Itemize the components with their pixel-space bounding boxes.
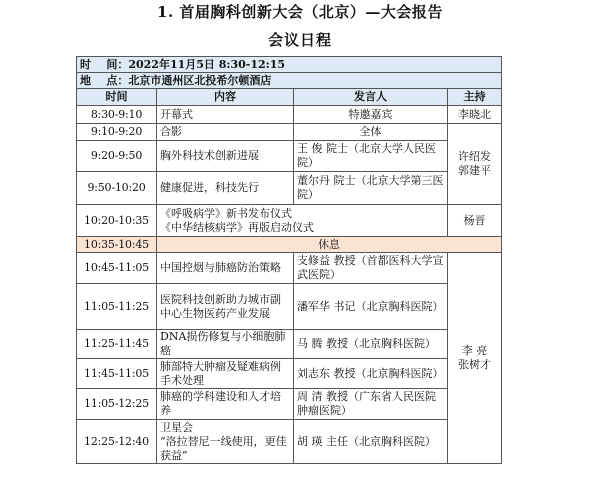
column-header-time: 时间	[77, 89, 157, 106]
table-row	[77, 172, 502, 205]
header-row	[77, 89, 502, 106]
speaker-cell: 董尔丹 院士（北京大学第三医院）	[294, 172, 448, 205]
host-cell: 李 亮 张树才	[448, 253, 502, 464]
time-cell: 8:30-9:10	[77, 106, 157, 124]
table-row	[77, 141, 502, 172]
content-cell: 健康促进，科技先行	[157, 172, 294, 205]
column-header-speaker: 发言人	[294, 89, 448, 106]
time-cell: 11:45-11:05	[77, 359, 157, 389]
speaker-cell: 刘志东 教授（北京胸科医院）	[294, 359, 448, 389]
time-cell: 10:45-11:05	[77, 253, 157, 284]
break-row	[77, 237, 502, 253]
speaker-cell: 潘军华 书记（北京胸科医院）	[294, 284, 448, 330]
content-cell: 合影	[157, 124, 294, 141]
speaker-cell: 王 俊 院士（北京大学人民医院）	[294, 141, 448, 172]
host-cell: 许绍发 郭建平	[448, 124, 502, 205]
schedule-table	[76, 56, 502, 464]
speaker-cell: 胡 瑛 主任（北京胸科医院）	[294, 420, 448, 464]
info-place-row	[77, 73, 502, 89]
time-cell: 9:20-9:50	[77, 141, 157, 172]
document-title: 1. 首届胸科创新大会（北京）—大会报告	[157, 3, 443, 21]
content-cell: 卫星会 “洛拉替尼一线使用，更佳获益”	[157, 420, 294, 464]
schedule-subtitle: 会议日程	[267, 31, 332, 49]
table-row	[77, 389, 502, 420]
place-label: 地 点：	[80, 73, 129, 87]
content-cell: 医院科技创新助力城市副中心生物医药产业发展	[157, 284, 294, 330]
content-cell: 《呼吸病学》新书发布仪式 《中华结核病学》再版启动仪式	[157, 205, 448, 237]
place-value: 北京市通州区北投希尔顿酒店	[128, 73, 272, 87]
table-row	[77, 420, 502, 464]
time-cell: 11:05-12:25	[77, 389, 157, 420]
content-cell: 肺癌的学科建设和人才培养	[157, 389, 294, 420]
break-label: 休息	[157, 237, 502, 253]
time-cell: 10:20-10:35	[77, 205, 157, 237]
info-time-row	[77, 57, 502, 73]
time-cell: 11:25-11:45	[77, 330, 157, 359]
speaker-cell: 支修益 教授（首都医科大学宣武医院）	[294, 253, 448, 284]
table-row	[77, 284, 502, 330]
content-cell: 中国控烟与肺癌防治策略	[157, 253, 294, 284]
speaker-cell: 周 清 教授（广东省人民医院肿瘤医院）	[294, 389, 448, 420]
content-cell: 胸外科技术创新进展	[157, 141, 294, 172]
speaker-cell: 马 腾 教授（北京胸科医院）	[294, 330, 448, 359]
content-cell: DNA损伤修复与小细胞肺癌	[157, 330, 294, 359]
host-cell: 杨晋	[448, 205, 502, 237]
table-row	[77, 106, 502, 124]
table-row	[77, 330, 502, 359]
speaker-cell: 特邀嘉宾	[294, 106, 448, 124]
table-row	[77, 205, 502, 237]
column-header-host: 主持	[448, 89, 502, 106]
content-cell: 开幕式	[157, 106, 294, 124]
time-cell: 12:25-12:40	[77, 420, 157, 464]
column-header-content: 内容	[157, 89, 294, 106]
content-cell: 肺部特大肿瘤及疑难病例手术处理	[157, 359, 294, 389]
table-row	[77, 124, 502, 141]
time-cell: 10:35-10:45	[77, 237, 157, 253]
speaker-cell: 全体	[294, 124, 448, 141]
time-label: 时 间：	[80, 57, 129, 71]
host-cell: 李晓北	[448, 106, 502, 124]
time-value: 2022年11月5日 8:30-12:15	[128, 57, 285, 71]
time-cell: 11:05-11:25	[77, 284, 157, 330]
time-cell: 9:10-9:20	[77, 124, 157, 141]
table-row	[77, 359, 502, 389]
time-cell: 9:50-10:20	[77, 172, 157, 205]
table-row	[77, 253, 502, 284]
